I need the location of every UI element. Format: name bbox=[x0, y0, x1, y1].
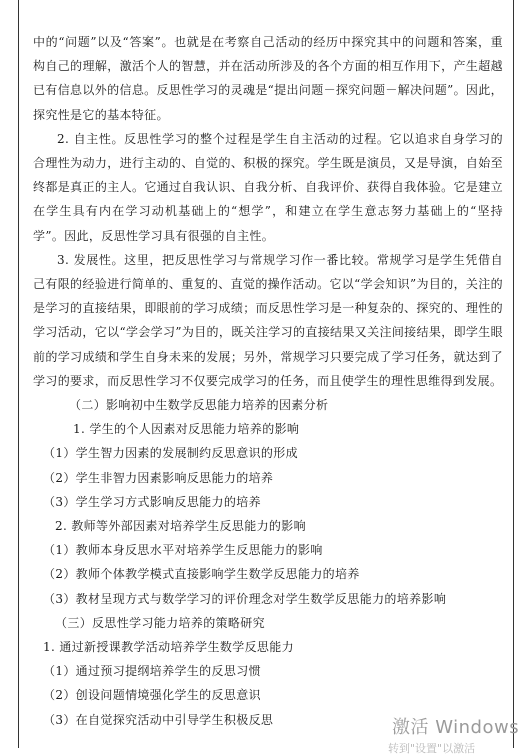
list-item-problem-situation: （2）创设问题情境强化学生的反思意识 bbox=[43, 688, 261, 703]
list-item-textbook-evaluation: （3）教材呈现方式与数学学习的评价理念对学生数学反思能力的培养影响 bbox=[43, 591, 447, 606]
subheading-external-factors: 2. 教师等外部因素对培养学生反思能力的影响 bbox=[55, 519, 306, 534]
subheading-student-factors: 1. 学生的个人因素对反思能力培养的影响 bbox=[73, 422, 300, 437]
paragraph-inquiry-continued: 中的“问题”以及“答案”。也就是在考察自己活动的经历中探究其中的问题和答案，重构自己的理解，激活个人的智慧，并在活动所涉及的各个方面的相互作用下，产生超越已有信息以外的信息。反思性学习的灵魂是“提出问题－探究问题－解决问题”。因此，探究性是它的基本特征。 bbox=[33, 35, 503, 122]
list-item-learning-style: （3）学生学习方式影响反思能力的培养 bbox=[43, 494, 261, 509]
paragraph-autonomy: 2. 自主性。反思性学习的整个过程是学生自主活动的过程。它以追求自身学习的合理性为动力，进行主动的、自觉的、积极的探究。学生既是演员，又是导演，自始至终都是真正的主人。它通过自我认识、自我分析、自我评价、获得自我体验。它是建立在学生具有内在学习动机基础上的“想学”，和建立在学生意志努力基础上的“坚持学”。因此，反思性学习具有很强的自主性。 bbox=[33, 131, 503, 243]
list-item-intellectual-factors: （1）学生智力因素的发展制约反思意识的形成 bbox=[43, 446, 298, 461]
list-item-teaching-mode: （2）教师个体教学模式直接影响学生数学反思能力的培养 bbox=[43, 567, 360, 582]
section-heading-strategies: （三）反思性学习能力培养的策略研究 bbox=[55, 615, 265, 630]
list-item-teacher-reflection-level: （1）教师本身反思水平对培养学生反思能力的影响 bbox=[43, 543, 323, 558]
subheading-new-lesson: 1. 通过新授课教学活动培养学生数学反思能力 bbox=[43, 640, 294, 655]
section-heading-factors: （二）影响初中生数学反思能力培养的因素分析 bbox=[69, 398, 329, 413]
paragraph-development: 3. 发展性。这里，把反思性学习与常规学习作一番比较。常规学习是学生凭借自己有限的经验进行简单的、重复的、直觉的操作活动。它以“学会知识”为目的，关注的是学习的直接结果，即眼前的学习成绩；而反思性学习是一种复杂的、探究的、理性的学习活动，它以“学会学习”为目的，既关注学习的直接结果又关注间接结果，即学生眼前的学习成绩和学生自身未来的发展；另外，常规学习只要完成了学习任务，就达到了学习的要求，而反思性学习不仅要完成学习的任务，而且使学生的理性思维得到发展。 bbox=[33, 252, 503, 388]
list-item-preview-outline: （1）通过预习提纲培养学生的反思习惯 bbox=[43, 664, 261, 679]
activate-windows-subtext: 转到"设置"以激活 bbox=[388, 742, 476, 755]
list-item-non-intellectual-factors: （2）学生非智力因素影响反思能力的培养 bbox=[43, 470, 274, 485]
activate-windows-watermark: 激活 Windows bbox=[392, 717, 520, 738]
list-item-self-exploration: （3）在自觉探究活动中引导学生积极反思 bbox=[43, 712, 274, 727]
document-page bbox=[18, 0, 514, 748]
document-body bbox=[33, 30, 503, 732]
